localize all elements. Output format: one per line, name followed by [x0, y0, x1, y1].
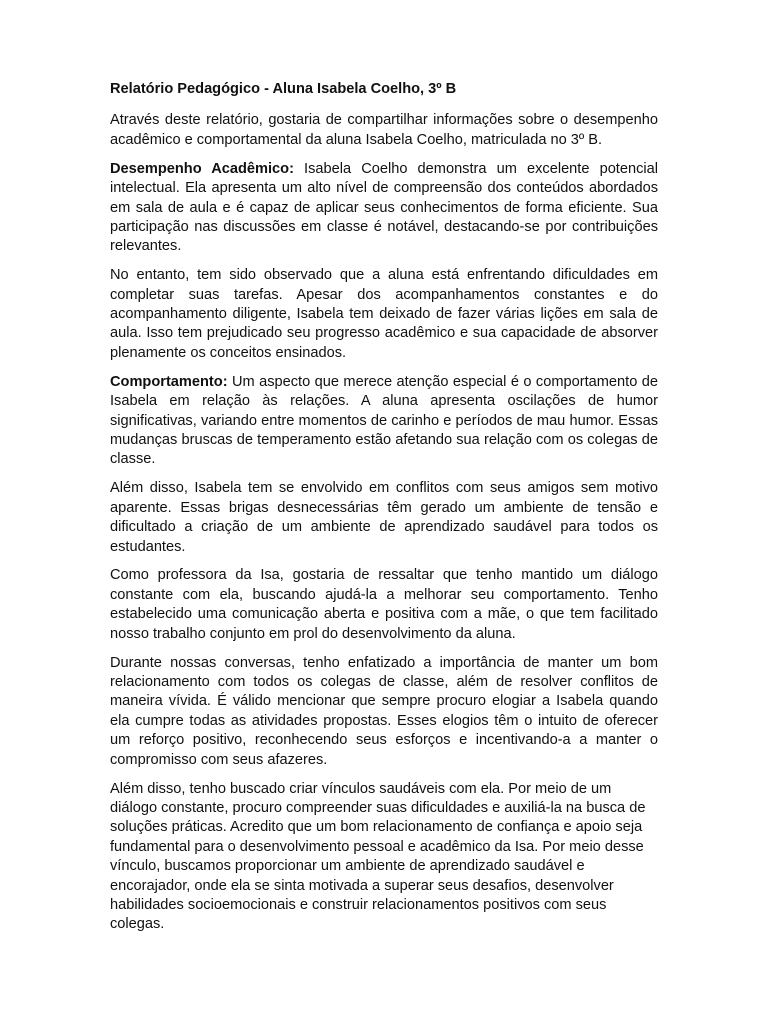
paragraph-text: Um aspecto que merece atenção especial é o comportamento de Isabela em relação às relações. A aluna apresenta oscilações de humor significativas, variando entre momentos de carinho e períodos de mau humor. Essas mudanças bruscas de temperamento estão afetando sua relação com os colegas de classe.: [110, 373, 658, 468]
document-title: Relatório Pedagógico - Aluna Isabela Coelho, 3º B: [110, 81, 457, 97]
paragraph-text: Durante nossas conversas, tenho enfatizado a importância de manter um bom relacionamento com todos os colegas de classe, além de resolver conflitos de maneira vívida. É válido mencionar que sempre procuro elogiar a Isabela quando ela cumpre todas as atividades propostas. Esses elogios têm o intuito de oferecer um reforço positivo, reconhecendo seus esforços e incentivando-a a manter o compromisso com seus afazeres.: [110, 654, 658, 768]
paragraph-text: No entanto, tem sido observado que a aluna está enfrentando dificuldades em completar suas tarefas. Apesar dos acompanhamentos constantes e do acompanhamento diligente, Isabela tem deixado de fazer várias lições em sala de aula. Isso tem prejudicado seu progresso acadêmico e sua capacidade de absorver plenamente os conceitos ensinados.: [110, 267, 658, 361]
paragraph-teacher-dialogue: [110, 566, 658, 644]
paragraph-conversations: [110, 654, 658, 770]
paragraph-conflicts: [110, 479, 658, 557]
paragraph-text: Além disso, Isabela tem se envolvido em conflitos com seus amigos sem motivo aparente. Essas brigas desnecessárias têm gerado um ambiente de tensão e dificultado a criação de um ambiente de aprendizado saudável para todos os estudantes.: [110, 480, 658, 555]
paragraph-healthy-bonds: [110, 780, 658, 935]
paragraph-academic-performance: [110, 160, 658, 257]
paragraph-task-difficulties: [110, 266, 658, 363]
paragraph-text: Isabela Coelho demonstra um excelente potencial intelectual. Ela apresenta um alto nível de compreensão dos conteúdos abordados em sala de aula e é capaz de aplicar seus conhecimentos de forma eficiente. Sua participação nas discussões em classe é notável, destacando-se por contribuições relevantes.: [110, 160, 658, 255]
paragraph-text: Além disso, tenho buscado criar vínculos saudáveis com ela. Por meio de um diálogo constante, procuro compreender suas dificuldades e auxiliá-la na busca de soluções práticas. Acredito que um bom relacionamento de confiança e apoio seja fundamental para o desenvolvimento pessoal e acadêmico da Isa. Por meio desse vínculo, buscamos proporcionar um ambiente de aprendizado saudável e encorajador, onde ela se sinta motivada a superar seus desafios, desenvolver habilidades socioemocionais e construir relacionamentos positivos com seus colegas.: [110, 780, 646, 933]
paragraph-text: Como professora da Isa, gostaria de ressaltar que tenho mantido um diálogo constante com ela, buscando ajudá-la a melhorar seu comportamento. Tenho estabelecido uma comunicação aberta e positiva com a mãe, o que tem facilitado nosso trabalho conjunto em prol do desenvolvimento da aluna.: [110, 567, 658, 642]
paragraph-behavior: [110, 373, 658, 470]
section-heading-academic: Desempenho Acadêmico:: [110, 160, 294, 177]
document-page: [110, 80, 658, 944]
paragraph-text: Através deste relatório, gostaria de compartilhar informações sobre o desempenho acadêmico e comportamental da aluna Isabela Coelho, matriculada no 3º B.: [110, 112, 658, 148]
section-heading-behavior: Comportamento:: [110, 373, 228, 390]
paragraph-introduction: [110, 111, 658, 150]
